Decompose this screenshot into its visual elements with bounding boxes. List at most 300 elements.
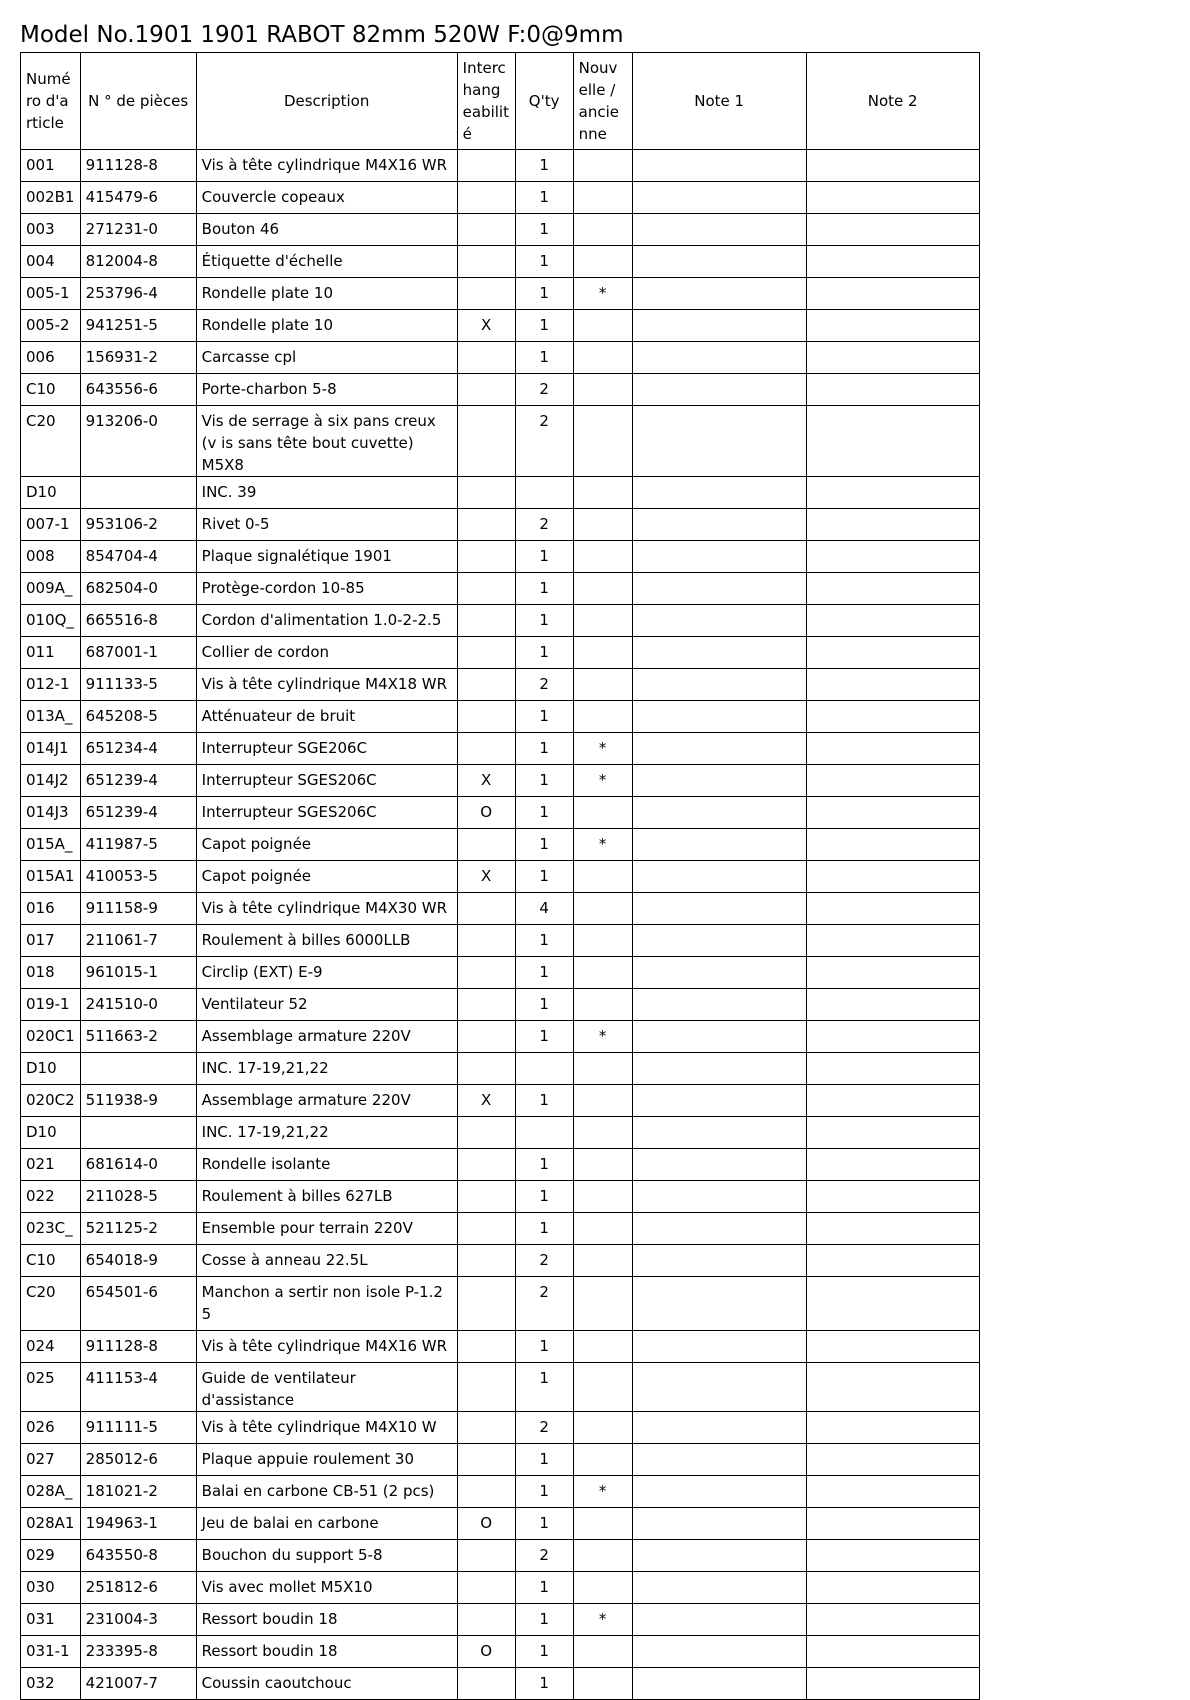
- cell-new-old: [573, 957, 632, 989]
- cell-interchangeability: [457, 477, 515, 509]
- cell-new-old: [573, 477, 632, 509]
- cell-note-2: [806, 1668, 979, 1700]
- cell-interchangeability: X: [457, 861, 515, 893]
- cell-item-number: 023C_: [21, 1213, 81, 1245]
- cell-new-old: [573, 374, 632, 406]
- cell-new-old: *: [573, 1021, 632, 1053]
- cell-quantity: 1: [515, 701, 573, 733]
- cell-new-old: [573, 342, 632, 374]
- cell-item-number: 018: [21, 957, 81, 989]
- cell-interchangeability: [457, 989, 515, 1021]
- cell-item-number: 028A1: [21, 1508, 81, 1540]
- cell-note-1: [632, 669, 806, 701]
- cell-part-number: 681614-0: [80, 1149, 196, 1181]
- cell-note-1: [632, 1412, 806, 1444]
- cell-part-number: 941251-5: [80, 310, 196, 342]
- cell-note-2: [806, 310, 979, 342]
- cell-description: Bouchon du support 5-8: [196, 1540, 457, 1572]
- cell-quantity: 1: [515, 214, 573, 246]
- cell-note-1: [632, 246, 806, 278]
- cell-interchangeability: [457, 246, 515, 278]
- cell-part-number: 421007-7: [80, 1668, 196, 1700]
- cell-note-1: [632, 509, 806, 541]
- cell-new-old: [573, 150, 632, 182]
- table-row: [21, 669, 980, 701]
- table-row: [21, 509, 980, 541]
- cell-description: Cordon d'alimentation 1.0-2-2.5: [196, 605, 457, 637]
- table-row: [21, 1476, 980, 1508]
- cell-item-number: 002B1: [21, 182, 81, 214]
- cell-note-2: [806, 541, 979, 573]
- cell-quantity: 2: [515, 1245, 573, 1277]
- cell-quantity: 2: [515, 1412, 573, 1444]
- cell-quantity: 1: [515, 1444, 573, 1476]
- cell-note-2: [806, 1021, 979, 1053]
- cell-quantity: 1: [515, 797, 573, 829]
- cell-part-number: 654501-6: [80, 1277, 196, 1331]
- table-row: [21, 1053, 980, 1085]
- cell-description: Carcasse cpl: [196, 342, 457, 374]
- cell-note-1: [632, 925, 806, 957]
- cell-quantity: [515, 1117, 573, 1149]
- cell-item-number: D10: [21, 1117, 81, 1149]
- table-row: [21, 797, 980, 829]
- table-row: [21, 1085, 980, 1117]
- cell-new-old: *: [573, 1604, 632, 1636]
- cell-part-number: 251812-6: [80, 1572, 196, 1604]
- cell-item-number: 019-1: [21, 989, 81, 1021]
- cell-new-old: [573, 1331, 632, 1363]
- cell-new-old: [573, 1149, 632, 1181]
- cell-new-old: [573, 1053, 632, 1085]
- cell-interchangeability: [457, 605, 515, 637]
- cell-quantity: 1: [515, 278, 573, 310]
- cell-interchangeability: [457, 182, 515, 214]
- cell-note-1: [632, 1476, 806, 1508]
- cell-note-2: [806, 1277, 979, 1331]
- cell-new-old: [573, 925, 632, 957]
- cell-note-2: [806, 829, 979, 861]
- cell-interchangeability: [457, 1668, 515, 1700]
- cell-new-old: [573, 182, 632, 214]
- cell-part-number: 961015-1: [80, 957, 196, 989]
- cell-interchangeability: [457, 1149, 515, 1181]
- table-row: [21, 1117, 980, 1149]
- cell-interchangeability: [457, 1117, 515, 1149]
- cell-description: Vis à tête cylindrique M4X10 W: [196, 1412, 457, 1444]
- header-note-2: Note 2: [806, 53, 979, 150]
- cell-part-number: 953106-2: [80, 509, 196, 541]
- cell-quantity: 1: [515, 925, 573, 957]
- cell-item-number: 031: [21, 1604, 81, 1636]
- cell-quantity: 1: [515, 1213, 573, 1245]
- cell-description: Capot poignée: [196, 861, 457, 893]
- cell-quantity: 2: [515, 669, 573, 701]
- cell-interchangeability: [457, 1412, 515, 1444]
- cell-part-number: 156931-2: [80, 342, 196, 374]
- table-row: [21, 573, 980, 605]
- cell-new-old: [573, 1412, 632, 1444]
- cell-description: Atténuateur de bruit: [196, 701, 457, 733]
- cell-description: Ventilateur 52: [196, 989, 457, 1021]
- cell-note-1: [632, 1572, 806, 1604]
- cell-item-number: 017: [21, 925, 81, 957]
- cell-quantity: 1: [515, 1331, 573, 1363]
- cell-note-2: [806, 893, 979, 925]
- cell-description: Porte-charbon 5-8: [196, 374, 457, 406]
- cell-item-number: 010Q_: [21, 605, 81, 637]
- cell-new-old: *: [573, 829, 632, 861]
- cell-quantity: 1: [515, 1021, 573, 1053]
- cell-description: Étiquette d'échelle: [196, 246, 457, 278]
- cell-description: Rondelle plate 10: [196, 278, 457, 310]
- cell-item-number: 032: [21, 1668, 81, 1700]
- cell-note-2: [806, 605, 979, 637]
- table-row: [21, 733, 980, 765]
- cell-note-1: [632, 893, 806, 925]
- cell-new-old: [573, 669, 632, 701]
- cell-note-1: [632, 477, 806, 509]
- cell-new-old: *: [573, 278, 632, 310]
- cell-note-1: [632, 1117, 806, 1149]
- cell-quantity: 1: [515, 182, 573, 214]
- cell-quantity: 1: [515, 1476, 573, 1508]
- cell-new-old: [573, 1508, 632, 1540]
- cell-part-number: 911111-5: [80, 1412, 196, 1444]
- table-row: [21, 150, 980, 182]
- cell-interchangeability: [457, 1053, 515, 1085]
- table-row: [21, 1668, 980, 1700]
- cell-new-old: [573, 861, 632, 893]
- cell-interchangeability: [457, 573, 515, 605]
- cell-description: Ensemble pour terrain 220V: [196, 1213, 457, 1245]
- cell-quantity: 1: [515, 150, 573, 182]
- cell-note-2: [806, 701, 979, 733]
- table-row: [21, 310, 980, 342]
- cell-note-2: [806, 733, 979, 765]
- cell-new-old: [573, 1245, 632, 1277]
- cell-description: Vis à tête cylindrique M4X16 WR: [196, 150, 457, 182]
- cell-description: Vis à tête cylindrique M4X18 WR: [196, 669, 457, 701]
- cell-note-1: [632, 1363, 806, 1412]
- cell-note-1: [632, 765, 806, 797]
- cell-note-2: [806, 246, 979, 278]
- cell-description: Vis de serrage à six pans creux (v is sans tête bout cuvette) M5X8: [196, 406, 457, 477]
- cell-new-old: [573, 214, 632, 246]
- cell-quantity: 2: [515, 1540, 573, 1572]
- cell-note-1: [632, 374, 806, 406]
- table-row: [21, 637, 980, 669]
- table-row: [21, 342, 980, 374]
- cell-part-number: 665516-8: [80, 605, 196, 637]
- cell-interchangeability: [457, 957, 515, 989]
- cell-item-number: 024: [21, 1331, 81, 1363]
- cell-quantity: [515, 1053, 573, 1085]
- table-row: [21, 957, 980, 989]
- cell-description: INC. 39: [196, 477, 457, 509]
- cell-interchangeability: O: [457, 1636, 515, 1668]
- cell-item-number: 020C1: [21, 1021, 81, 1053]
- cell-part-number: 410053-5: [80, 861, 196, 893]
- table-row: [21, 1277, 980, 1331]
- cell-note-1: [632, 957, 806, 989]
- table-row: [21, 278, 980, 310]
- table-row: [21, 1636, 980, 1668]
- cell-note-2: [806, 925, 979, 957]
- cell-part-number: 411987-5: [80, 829, 196, 861]
- cell-description: Plaque appuie roulement 30: [196, 1444, 457, 1476]
- cell-quantity: 1: [515, 861, 573, 893]
- cell-new-old: [573, 1668, 632, 1700]
- cell-part-number: 651239-4: [80, 765, 196, 797]
- cell-part-number: 645208-5: [80, 701, 196, 733]
- cell-quantity: 2: [515, 509, 573, 541]
- cell-quantity: 1: [515, 573, 573, 605]
- cell-note-2: [806, 1363, 979, 1412]
- cell-quantity: 1: [515, 1149, 573, 1181]
- cell-quantity: 1: [515, 342, 573, 374]
- cell-interchangeability: [457, 829, 515, 861]
- cell-interchangeability: [457, 1245, 515, 1277]
- cell-new-old: [573, 1540, 632, 1572]
- cell-interchangeability: [457, 893, 515, 925]
- table-row: [21, 1245, 980, 1277]
- cell-new-old: [573, 1213, 632, 1245]
- cell-new-old: [573, 310, 632, 342]
- cell-part-number: 194963-1: [80, 1508, 196, 1540]
- cell-note-1: [632, 1053, 806, 1085]
- cell-description: Bouton 46: [196, 214, 457, 246]
- table-row: [21, 701, 980, 733]
- cell-item-number: 015A_: [21, 829, 81, 861]
- cell-item-number: 005-2: [21, 310, 81, 342]
- cell-note-1: [632, 1245, 806, 1277]
- cell-note-2: [806, 406, 979, 477]
- cell-item-number: 008: [21, 541, 81, 573]
- cell-note-2: [806, 669, 979, 701]
- cell-new-old: [573, 605, 632, 637]
- table-row: [21, 477, 980, 509]
- cell-part-number: [80, 1117, 196, 1149]
- cell-description: Interrupteur SGES206C: [196, 765, 457, 797]
- cell-interchangeability: [457, 1181, 515, 1213]
- cell-interchangeability: [457, 925, 515, 957]
- cell-description: Coussin caoutchouc: [196, 1668, 457, 1700]
- cell-note-1: [632, 701, 806, 733]
- cell-quantity: 1: [515, 310, 573, 342]
- cell-item-number: 014J1: [21, 733, 81, 765]
- cell-note-2: [806, 1508, 979, 1540]
- cell-quantity: 1: [515, 1508, 573, 1540]
- cell-part-number: 271231-0: [80, 214, 196, 246]
- table-row: [21, 1021, 980, 1053]
- cell-part-number: 233395-8: [80, 1636, 196, 1668]
- cell-note-1: [632, 829, 806, 861]
- cell-item-number: 027: [21, 1444, 81, 1476]
- cell-new-old: [573, 246, 632, 278]
- header-item-number: Numé ro d'a rticle: [21, 53, 81, 150]
- cell-item-number: 014J3: [21, 797, 81, 829]
- cell-new-old: [573, 541, 632, 573]
- cell-part-number: 285012-6: [80, 1444, 196, 1476]
- cell-part-number: 911158-9: [80, 893, 196, 925]
- cell-note-1: [632, 733, 806, 765]
- cell-interchangeability: [457, 406, 515, 477]
- cell-note-1: [632, 214, 806, 246]
- cell-note-2: [806, 573, 979, 605]
- cell-quantity: 1: [515, 765, 573, 797]
- cell-part-number: 211028-5: [80, 1181, 196, 1213]
- cell-part-number: 911128-8: [80, 150, 196, 182]
- cell-note-1: [632, 797, 806, 829]
- cell-note-1: [632, 989, 806, 1021]
- cell-description: Roulement à billes 627LB: [196, 1181, 457, 1213]
- cell-interchangeability: O: [457, 1508, 515, 1540]
- cell-part-number: 911128-8: [80, 1331, 196, 1363]
- cell-note-2: [806, 342, 979, 374]
- table-row: [21, 182, 980, 214]
- cell-new-old: [573, 406, 632, 477]
- cell-note-2: [806, 1636, 979, 1668]
- cell-new-old: [573, 509, 632, 541]
- cell-interchangeability: [457, 150, 515, 182]
- cell-item-number: 007-1: [21, 509, 81, 541]
- table-row: [21, 541, 980, 573]
- cell-quantity: 2: [515, 374, 573, 406]
- cell-quantity: 1: [515, 541, 573, 573]
- cell-note-2: [806, 182, 979, 214]
- cell-note-2: [806, 1540, 979, 1572]
- header-note-1: Note 1: [632, 53, 806, 150]
- cell-description: Vis à tête cylindrique M4X30 WR: [196, 893, 457, 925]
- cell-part-number: 911133-5: [80, 669, 196, 701]
- cell-description: INC. 17-19,21,22: [196, 1053, 457, 1085]
- cell-item-number: 020C2: [21, 1085, 81, 1117]
- table-row: [21, 1540, 980, 1572]
- cell-note-2: [806, 861, 979, 893]
- cell-part-number: 253796-4: [80, 278, 196, 310]
- cell-part-number: 231004-3: [80, 1604, 196, 1636]
- cell-note-1: [632, 573, 806, 605]
- cell-note-1: [632, 1540, 806, 1572]
- cell-part-number: 643556-6: [80, 374, 196, 406]
- table-row: [21, 765, 980, 797]
- cell-note-1: [632, 1444, 806, 1476]
- cell-quantity: 1: [515, 1363, 573, 1412]
- header-description: Description: [196, 53, 457, 150]
- table-row: [21, 1604, 980, 1636]
- cell-item-number: C10: [21, 374, 81, 406]
- cell-description: Roulement à billes 6000LLB: [196, 925, 457, 957]
- cell-quantity: [515, 477, 573, 509]
- table-row: [21, 406, 980, 477]
- cell-note-2: [806, 1149, 979, 1181]
- cell-description: Interrupteur SGE206C: [196, 733, 457, 765]
- cell-note-1: [632, 605, 806, 637]
- cell-part-number: 521125-2: [80, 1213, 196, 1245]
- cell-quantity: 1: [515, 989, 573, 1021]
- cell-quantity: 2: [515, 406, 573, 477]
- table-row: [21, 1149, 980, 1181]
- cell-note-2: [806, 1213, 979, 1245]
- cell-interchangeability: [457, 1572, 515, 1604]
- cell-new-old: [573, 637, 632, 669]
- cell-note-1: [632, 1508, 806, 1540]
- cell-interchangeability: [457, 1021, 515, 1053]
- cell-quantity: 1: [515, 605, 573, 637]
- cell-note-1: [632, 1149, 806, 1181]
- cell-new-old: [573, 701, 632, 733]
- cell-quantity: 1: [515, 829, 573, 861]
- table-body: [21, 150, 980, 1700]
- table-row: [21, 1444, 980, 1476]
- cell-new-old: [573, 1572, 632, 1604]
- cell-item-number: 012-1: [21, 669, 81, 701]
- cell-item-number: 014J2: [21, 765, 81, 797]
- cell-new-old: *: [573, 1476, 632, 1508]
- cell-interchangeability: [457, 637, 515, 669]
- header-interchangeability: Interc hang eabilit é: [457, 53, 515, 150]
- cell-note-1: [632, 1021, 806, 1053]
- table-row: [21, 989, 980, 1021]
- cell-item-number: 030: [21, 1572, 81, 1604]
- cell-description: Cosse à anneau 22.5L: [196, 1245, 457, 1277]
- cell-interchangeability: [457, 541, 515, 573]
- cell-interchangeability: [457, 1277, 515, 1331]
- cell-note-1: [632, 1277, 806, 1331]
- cell-quantity: 2: [515, 1277, 573, 1331]
- cell-description: Vis à tête cylindrique M4X16 WR: [196, 1331, 457, 1363]
- cell-item-number: 006: [21, 342, 81, 374]
- cell-item-number: 021: [21, 1149, 81, 1181]
- cell-quantity: 4: [515, 893, 573, 925]
- cell-quantity: 1: [515, 1572, 573, 1604]
- cell-description: Protège-cordon 10-85: [196, 573, 457, 605]
- cell-part-number: 241510-0: [80, 989, 196, 1021]
- cell-item-number: 015A1: [21, 861, 81, 893]
- cell-note-1: [632, 1213, 806, 1245]
- cell-part-number: 654018-9: [80, 1245, 196, 1277]
- cell-description: Ressort boudin 18: [196, 1604, 457, 1636]
- cell-description: Interrupteur SGES206C: [196, 797, 457, 829]
- cell-part-number: 511663-2: [80, 1021, 196, 1053]
- cell-description: Plaque signalétique 1901: [196, 541, 457, 573]
- cell-part-number: 643550-8: [80, 1540, 196, 1572]
- cell-note-2: [806, 765, 979, 797]
- cell-item-number: 004: [21, 246, 81, 278]
- cell-note-1: [632, 1331, 806, 1363]
- cell-description: Collier de cordon: [196, 637, 457, 669]
- cell-item-number: 005-1: [21, 278, 81, 310]
- table-row: [21, 861, 980, 893]
- cell-interchangeability: [457, 1444, 515, 1476]
- cell-part-number: 411153-4: [80, 1363, 196, 1412]
- table-row: [21, 1508, 980, 1540]
- cell-new-old: [573, 797, 632, 829]
- cell-description: Vis avec mollet M5X10: [196, 1572, 457, 1604]
- table-row: [21, 1181, 980, 1213]
- cell-new-old: [573, 1363, 632, 1412]
- cell-quantity: 1: [515, 957, 573, 989]
- cell-note-2: [806, 1444, 979, 1476]
- cell-note-2: [806, 1412, 979, 1444]
- table-row: [21, 925, 980, 957]
- cell-quantity: 1: [515, 1636, 573, 1668]
- cell-description: INC. 17-19,21,22: [196, 1117, 457, 1149]
- cell-part-number: 682504-0: [80, 573, 196, 605]
- cell-quantity: 1: [515, 246, 573, 278]
- cell-item-number: 031-1: [21, 1636, 81, 1668]
